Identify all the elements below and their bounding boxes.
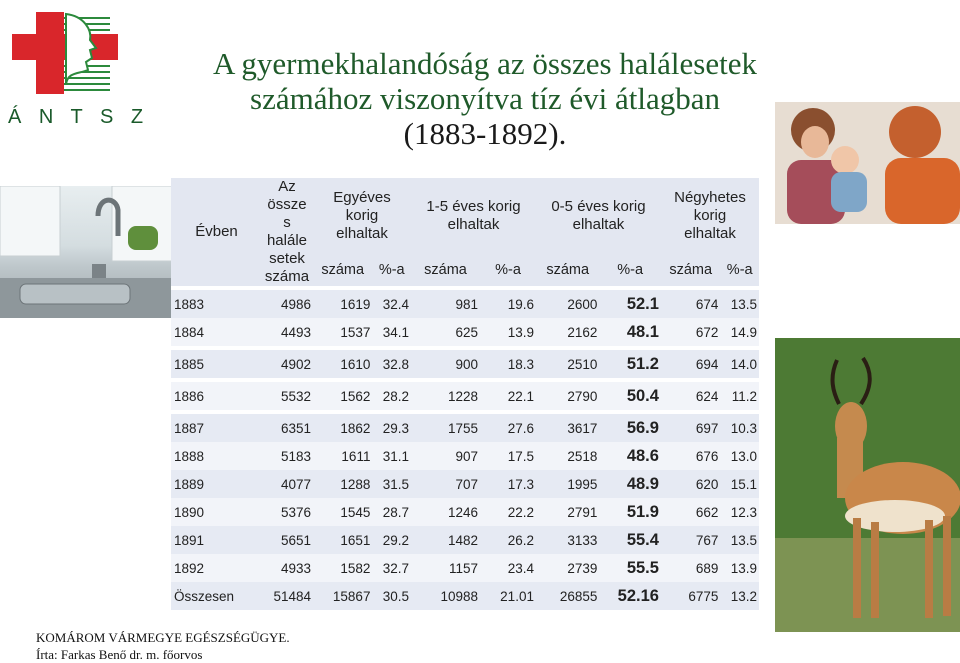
sub-count: száma <box>661 255 720 287</box>
cell-age0-5-count: 2790 <box>536 382 599 410</box>
cell-age0-5-pct: 51.9 <box>599 498 661 526</box>
cell-age0-5-count: 26855 <box>536 582 599 610</box>
group-header-0-5: 0-5 éves korig elhaltak <box>536 178 661 255</box>
cell-age0-5-pct: 55.4 <box>599 526 661 554</box>
cell-under4w-pct: 13.5 <box>720 290 759 318</box>
row-total-deaths: 4077 <box>261 470 313 498</box>
cell-age1-5-count: 10988 <box>411 582 480 610</box>
impala-photo <box>775 338 960 632</box>
cell-age0-5-count: 3133 <box>536 526 599 554</box>
table-row <box>171 382 759 410</box>
table-row <box>171 498 759 526</box>
cell-under1-pct: 32.8 <box>372 350 411 378</box>
sub-count: száma <box>536 255 599 287</box>
cell-age0-5-pct: 52.1 <box>599 290 661 318</box>
cell-under1-count: 1610 <box>313 350 372 378</box>
mother-child-photo <box>775 102 960 224</box>
cell-age0-5-pct: 48.1 <box>599 318 661 346</box>
cell-under4w-pct: 13.0 <box>720 442 759 470</box>
row-year: 1884 <box>171 318 261 346</box>
title-line-2: számához viszonyítva tíz évi átlagban <box>250 81 720 116</box>
cell-under1-count: 1619 <box>313 290 372 318</box>
cell-under4w-count: 689 <box>661 554 720 582</box>
year-column-header: Évben <box>171 178 261 286</box>
cell-age0-5-count: 2791 <box>536 498 599 526</box>
cell-under4w-count: 674 <box>661 290 720 318</box>
row-total-deaths: 5651 <box>261 526 313 554</box>
cell-age1-5-pct: 22.2 <box>480 498 536 526</box>
cell-age1-5-count: 900 <box>411 350 480 378</box>
cell-under4w-pct: 13.2 <box>720 582 759 610</box>
cell-age0-5-pct: 51.2 <box>599 350 661 378</box>
cell-age1-5-pct: 21.01 <box>480 582 536 610</box>
cell-under1-pct: 32.7 <box>372 554 411 582</box>
cell-under4w-count: 6775 <box>661 582 720 610</box>
table-row <box>171 350 759 378</box>
cell-age1-5-count: 1228 <box>411 382 480 410</box>
cell-under1-pct: 32.4 <box>372 290 411 318</box>
cell-age1-5-pct: 17.5 <box>480 442 536 470</box>
cell-age0-5-count: 2739 <box>536 554 599 582</box>
table-body <box>171 290 759 610</box>
cell-age0-5-pct: 55.5 <box>599 554 661 582</box>
cell-under4w-pct: 14.0 <box>720 350 759 378</box>
cell-age1-5-count: 907 <box>411 442 480 470</box>
cell-age1-5-count: 1755 <box>411 414 480 442</box>
cell-under4w-pct: 10.3 <box>720 414 759 442</box>
cell-age1-5-pct: 23.4 <box>480 554 536 582</box>
cell-age1-5-count: 1246 <box>411 498 480 526</box>
cell-under4w-count: 624 <box>661 382 720 410</box>
title-line-1: A gyermekhalandóság az összes halálesetek <box>212 46 757 81</box>
cell-age0-5-pct: 50.4 <box>599 382 661 410</box>
row-year: 1886 <box>171 382 261 410</box>
sub-pct: %-a <box>720 255 759 287</box>
cell-under4w-count: 620 <box>661 470 720 498</box>
row-total-deaths: 5532 <box>261 382 313 410</box>
row-total-deaths: 5376 <box>261 498 313 526</box>
cell-age0-5-pct: 48.9 <box>599 470 661 498</box>
table-row <box>171 554 759 582</box>
table-row <box>171 318 759 346</box>
cell-under4w-pct: 11.2 <box>720 382 759 410</box>
child-mortality-table <box>171 178 759 610</box>
sub-count: száma <box>313 255 372 287</box>
sub-pct: %-a <box>372 255 411 287</box>
row-year: 1887 <box>171 414 261 442</box>
cell-under4w-count: 694 <box>661 350 720 378</box>
cell-under1-pct: 31.5 <box>372 470 411 498</box>
row-total-deaths: 4493 <box>261 318 313 346</box>
row-year: 1889 <box>171 470 261 498</box>
cell-under1-count: 1545 <box>313 498 372 526</box>
cell-age0-5-count: 2510 <box>536 350 599 378</box>
row-year: Összesen <box>171 582 261 610</box>
cell-under1-count: 1582 <box>313 554 372 582</box>
cell-under4w-pct: 13.5 <box>720 526 759 554</box>
cell-under1-pct: 28.2 <box>372 382 411 410</box>
footer-author: Írta: Farkas Benő dr. m. főorvos <box>36 647 203 662</box>
row-year: 1891 <box>171 526 261 554</box>
cell-under1-pct: 29.2 <box>372 526 411 554</box>
kitchen-sink-photo <box>0 186 172 318</box>
cell-age0-5-pct: 56.9 <box>599 414 661 442</box>
table-row <box>171 470 759 498</box>
table-row <box>171 414 759 442</box>
cell-age0-5-count: 1995 <box>536 470 599 498</box>
cell-under4w-count: 697 <box>661 414 720 442</box>
cell-age1-5-pct: 27.6 <box>480 414 536 442</box>
row-year: 1890 <box>171 498 261 526</box>
sub-pct: %-a <box>599 255 661 287</box>
cell-under4w-count: 662 <box>661 498 720 526</box>
cell-age1-5-count: 707 <box>411 470 480 498</box>
cell-age1-5-pct: 19.6 <box>480 290 536 318</box>
row-total-deaths: 6351 <box>261 414 313 442</box>
cell-age1-5-count: 625 <box>411 318 480 346</box>
page-title <box>170 46 800 151</box>
cell-under4w-pct: 13.9 <box>720 554 759 582</box>
group-header-4-weeks: Négyhetes korig elhaltak <box>661 178 759 255</box>
cell-age0-5-count: 3617 <box>536 414 599 442</box>
cell-under4w-pct: 12.3 <box>720 498 759 526</box>
cell-age1-5-pct: 22.1 <box>480 382 536 410</box>
sub-count: száma <box>411 255 480 287</box>
row-year: 1883 <box>171 290 261 318</box>
table-row <box>171 526 759 554</box>
cell-age1-5-pct: 13.9 <box>480 318 536 346</box>
cell-under1-pct: 31.1 <box>372 442 411 470</box>
row-total-deaths: 4933 <box>261 554 313 582</box>
cell-under1-pct: 29.3 <box>372 414 411 442</box>
cell-under1-pct: 34.1 <box>372 318 411 346</box>
cell-age1-5-pct: 17.3 <box>480 470 536 498</box>
row-year: 1888 <box>171 442 261 470</box>
cell-age0-5-pct: 48.6 <box>599 442 661 470</box>
cell-under1-count: 1611 <box>313 442 372 470</box>
cell-age1-5-pct: 18.3 <box>480 350 536 378</box>
sub-pct: %-a <box>480 255 536 287</box>
row-year: 1892 <box>171 554 261 582</box>
cell-under4w-count: 672 <box>661 318 720 346</box>
cell-age0-5-count: 2518 <box>536 442 599 470</box>
row-total-deaths: 5183 <box>261 442 313 470</box>
cell-under1-pct: 30.5 <box>372 582 411 610</box>
row-total-deaths: 51484 <box>261 582 313 610</box>
cell-age1-5-pct: 26.2 <box>480 526 536 554</box>
group-header-1-5: 1-5 éves korig elhaltak <box>411 178 536 255</box>
cell-age1-5-count: 981 <box>411 290 480 318</box>
antsz-logo <box>6 4 124 100</box>
cell-under4w-count: 676 <box>661 442 720 470</box>
cell-age0-5-count: 2600 <box>536 290 599 318</box>
cell-under4w-pct: 14.9 <box>720 318 759 346</box>
row-year: 1885 <box>171 350 261 378</box>
cell-under1-pct: 28.7 <box>372 498 411 526</box>
cell-under4w-pct: 15.1 <box>720 470 759 498</box>
table-row <box>171 290 759 318</box>
cell-under1-count: 1562 <box>313 382 372 410</box>
cell-age1-5-count: 1157 <box>411 554 480 582</box>
cell-under4w-count: 767 <box>661 526 720 554</box>
logo-cross-vertical <box>36 12 64 94</box>
cell-under1-count: 1651 <box>313 526 372 554</box>
cell-age0-5-pct: 52.16 <box>599 582 661 610</box>
cell-age0-5-count: 2162 <box>536 318 599 346</box>
title-line-3: (1883-1892). <box>403 116 567 151</box>
cell-under1-count: 1288 <box>313 470 372 498</box>
group-header-under-1: Egyéves korig elhaltak <box>313 178 411 255</box>
total-deaths-header: Az össze s halále setek száma <box>261 178 313 286</box>
table-row <box>171 442 759 470</box>
cell-age1-5-count: 1482 <box>411 526 480 554</box>
cell-under1-count: 1537 <box>313 318 372 346</box>
footer-source: KOMÁROM VÁRMEGYE EGÉSZSÉGÜGYE. <box>36 630 290 645</box>
table-header-row <box>171 178 759 255</box>
cell-under1-count: 15867 <box>313 582 372 610</box>
table-row <box>171 582 759 610</box>
cell-under1-count: 1862 <box>313 414 372 442</box>
row-total-deaths: 4902 <box>261 350 313 378</box>
org-short-name: Á N T S Z <box>8 106 150 128</box>
row-total-deaths: 4986 <box>261 290 313 318</box>
